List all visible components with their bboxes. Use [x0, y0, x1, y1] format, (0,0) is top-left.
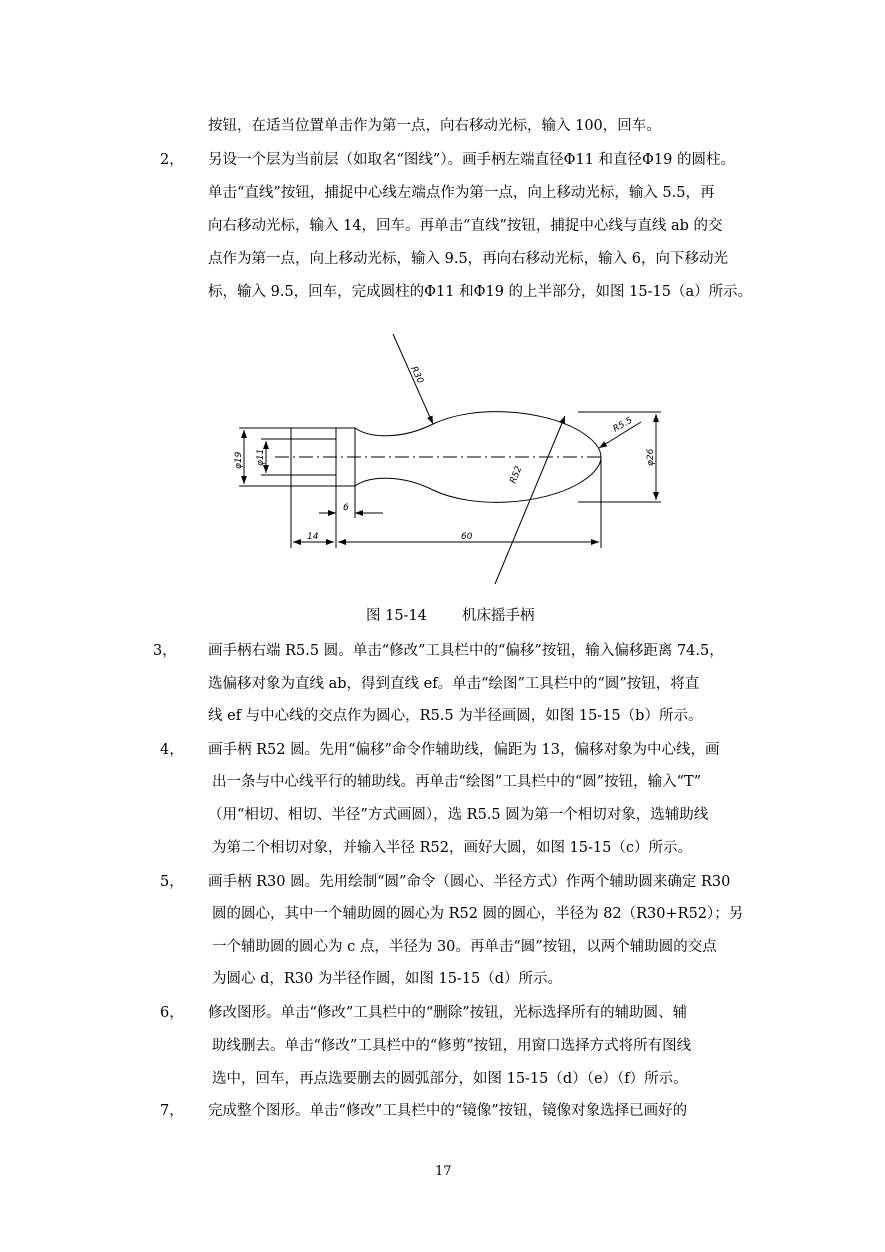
- figure-caption-title: 机床摇手柄: [462, 608, 535, 624]
- text-line: 修改图形。单击“修改”工具栏中的“删除”按钮，光标选择所有的辅助圆、辅: [208, 1005, 688, 1021]
- text-line: 圆的圆心，其中一个辅助圆的圆心为 R52 圆的圆心，半径为 82（R30+R52）；另: [212, 906, 744, 922]
- label-phi19: φ19: [234, 451, 244, 469]
- text-line: 画手柄右端 R5.5 圆。单击“修改”工具栏中的“偏移”按钮，输入偏移距离 74.5，: [208, 643, 724, 659]
- label-60: 60: [461, 532, 473, 542]
- item-number: 3，: [153, 643, 177, 659]
- text-line: 画手柄 R52 圆。先用“偏移”命令作辅助线，偏距为 13，偏移对象为中心线，画: [208, 742, 720, 758]
- text-line: 另设一个层为当前层（如取名“图线”）。画手柄左端直径Φ11 和直径Φ19 的圆柱。: [208, 152, 735, 168]
- text-line: （用“相切、相切、半径”方式画圆），选 R5.5 圆为第一个相切对象，选辅助线: [208, 807, 709, 823]
- label-phi11: φ11: [256, 448, 266, 466]
- text-line: 一个辅助圆的圆心为 c 点，半径为 30。再单击“圆”按钮，以两个辅助圆的交点: [212, 939, 717, 955]
- label-r52: R52: [508, 464, 525, 486]
- text-line: 为圆心 d，R30 为半径作圆，如图 15-15（d）所示。: [212, 971, 563, 987]
- text-line: 向右移动光标，输入 14，回车。再单击“直线”按钮，捕捉中心线与直线 ab 的交: [208, 218, 723, 234]
- text-line: 画手柄 R30 圆。先用绘制“圆”命令（圆心、半径方式）作两个辅助圆来确定 R30: [208, 874, 731, 890]
- label-14: 14: [307, 532, 319, 542]
- item-number: 2，: [160, 152, 184, 168]
- label-6: 6: [343, 503, 349, 513]
- label-phi26: φ26: [646, 448, 656, 466]
- item-number: 6，: [160, 1005, 184, 1021]
- label-r55: R5.5: [611, 415, 635, 435]
- handle-drawing-figure: [213, 326, 670, 586]
- text-line: 选偏移对象为直线 ab，得到直线 ef。单击“绘图”工具栏中的“圆”按钮，将直: [208, 676, 700, 692]
- text-line: 点作为第一点，向上移动光标，输入 9.5，再向右移动光标，输入 6，向下移动光: [208, 251, 729, 267]
- text-line: 选中，回车，再点选要删去的圆弧部分，如图 15-15（d）（e）（f）所示。: [212, 1071, 688, 1087]
- text-line: 按钮，在适当位置单击作为第一点，向右移动光标，输入 100，回车。: [208, 118, 661, 134]
- text-line: 出一条与中心线平行的辅助线。再单击“绘图”工具栏中的“圆”按钮，输入“T”: [212, 774, 702, 790]
- item-number: 7，: [160, 1103, 184, 1119]
- text-line: 标，输入 9.5，回车，完成圆柱的Φ11 和Φ19 的上半部分，如图 15-15（a）所示。: [208, 284, 753, 300]
- item-number: 5，: [160, 874, 184, 890]
- text-line: 单击“直线”按钮，捕捉中心线左端点作为第一点，向上移动光标，输入 5.5，再: [208, 185, 715, 201]
- text-line: 助线删去。单击“修改”工具栏中的“修剪”按钮，用窗口选择方式将所有图线: [212, 1038, 692, 1054]
- item-number: 4，: [160, 742, 184, 758]
- page-number: 17: [435, 1164, 452, 1179]
- text-line: 为第二个相切对象，并输入半径 R52，画好大圆，如图 15-15（c）所示。: [212, 840, 693, 856]
- label-r30: R30: [408, 365, 425, 386]
- r52-leader: [495, 416, 565, 584]
- text-line: 线 ef 与中心线的交点作为圆心，R5.5 为半径画圆，如图 15-15（b）所示。: [208, 708, 703, 724]
- figure-caption-label: 图 15-14: [366, 608, 427, 624]
- text-line: 完成整个图形。单击“修改”工具栏中的“镜像”按钮，镜像对象选择已画好的: [208, 1103, 688, 1119]
- handle-outline-bottom: [355, 457, 601, 502]
